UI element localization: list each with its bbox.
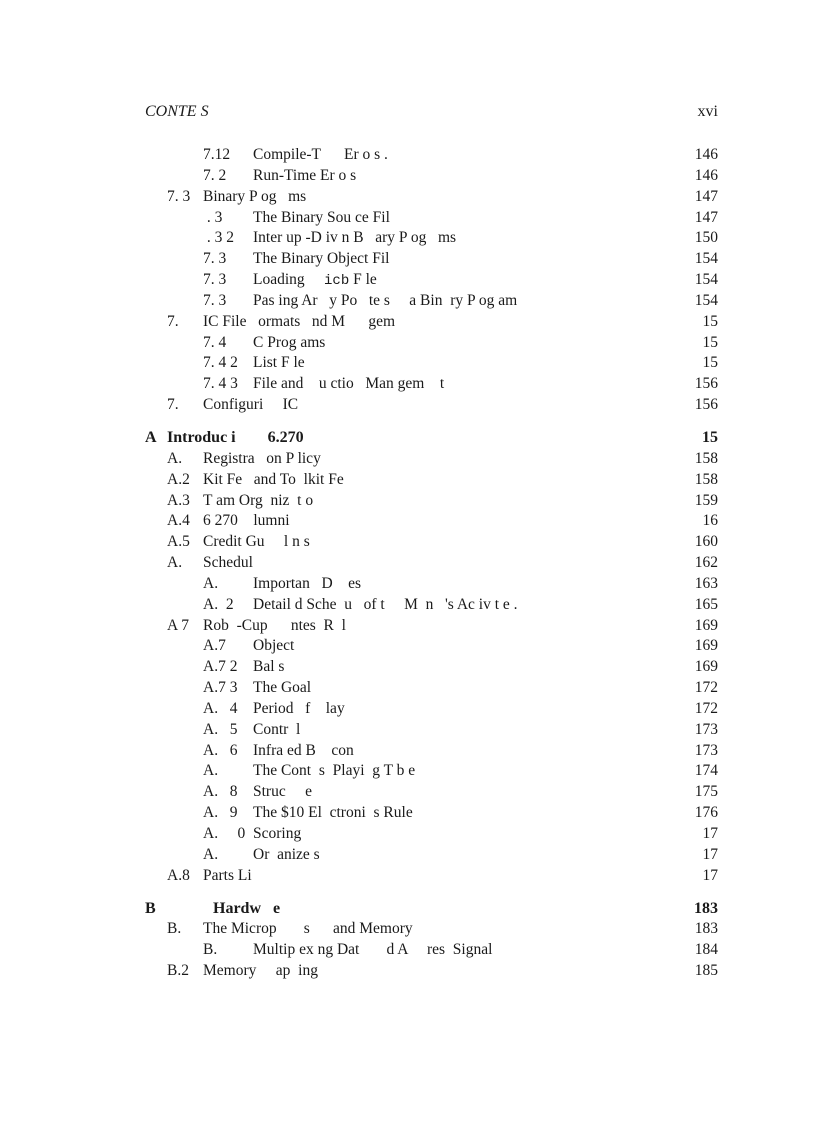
entry-title-wrap bbox=[203, 511, 290, 532]
toc-section-entry bbox=[0, 491, 816, 512]
toc-subsection-entry bbox=[0, 145, 816, 166]
entry-number: 7. 3 bbox=[203, 291, 227, 309]
entry-title: Binary P og ms bbox=[203, 187, 307, 205]
entry-page-number: 156 bbox=[694, 396, 718, 414]
toc-subsection-entry bbox=[0, 741, 816, 762]
entry-page-number: 183 bbox=[694, 920, 718, 938]
toc-subsection-entry bbox=[0, 940, 816, 961]
entry-number: 7. 3 bbox=[167, 187, 191, 205]
toc-subsection-entry bbox=[0, 249, 816, 270]
entry-title-wrap bbox=[253, 824, 301, 845]
toc-subsection-entry bbox=[0, 574, 816, 595]
entry-number: 7. 3 bbox=[203, 271, 227, 289]
chapter-number: A bbox=[145, 428, 157, 446]
entry-title: IC File ormats nd M gem bbox=[203, 312, 396, 330]
entry-title-wrap bbox=[253, 720, 300, 741]
entry-title: Importan D es bbox=[253, 574, 362, 592]
entry-title-wrap bbox=[203, 919, 413, 940]
entry-title: The Microp s and Memory bbox=[203, 920, 413, 938]
entry-number: A. 0 bbox=[203, 825, 246, 842]
entry-number: 7. 2 bbox=[203, 166, 227, 184]
entry-number: A. bbox=[203, 845, 219, 863]
entry-title: Detail d Sche u of t M n 's Ac iv t e . bbox=[253, 595, 518, 613]
entry-page-number: 154 bbox=[694, 250, 718, 268]
toc-subsection-entry bbox=[0, 270, 816, 291]
toc-section-entry bbox=[0, 395, 816, 416]
entry-title-wrap bbox=[253, 574, 361, 595]
entry-page-number: 154 bbox=[694, 291, 718, 309]
entry-title: The Binary Object Fil bbox=[253, 250, 390, 268]
entry-title-wrap bbox=[253, 940, 492, 961]
entry-page-number: 169 bbox=[694, 637, 718, 655]
toc-subsection-entry bbox=[0, 374, 816, 395]
entry-title-wrap bbox=[203, 616, 346, 637]
entry-page-number: 17 bbox=[702, 866, 718, 884]
entry-title: Period f lay bbox=[253, 699, 345, 717]
entry-number: . 3 bbox=[203, 208, 223, 226]
entry-title-wrap bbox=[203, 532, 310, 553]
entry-title-wrap bbox=[203, 553, 253, 574]
entry-title-wrap bbox=[253, 803, 413, 824]
toc-subsection-entry bbox=[0, 824, 816, 845]
entry-title: Registra on P licy bbox=[203, 449, 321, 467]
entry-title: Parts Li bbox=[203, 866, 252, 884]
chapter-number: B bbox=[145, 899, 156, 917]
chapter-title: Hardw e bbox=[213, 899, 281, 917]
entry-page-number: 169 bbox=[694, 658, 718, 676]
entry-title-wrap bbox=[253, 782, 312, 803]
entry-page-number: 185 bbox=[694, 962, 718, 980]
entry-title: Kit Fe and To lkit Fe bbox=[203, 470, 344, 488]
entry-title: List F le bbox=[253, 354, 305, 372]
entry-number: A.5 bbox=[167, 533, 190, 551]
entry-title-wrap bbox=[253, 595, 518, 616]
entry-code: icb bbox=[324, 273, 350, 290]
toc-subsection-entry bbox=[0, 636, 816, 657]
toc-subsection-entry bbox=[0, 761, 816, 782]
entry-number: A. 6 bbox=[203, 741, 238, 759]
entry-title-wrap bbox=[203, 187, 306, 208]
entry-number: B.2 bbox=[167, 962, 189, 980]
entry-title-wrap bbox=[253, 741, 354, 762]
chapter-heading bbox=[0, 899, 816, 920]
entry-title: The $10 El ctroni s Rule bbox=[253, 804, 413, 822]
toc-subsection-entry bbox=[0, 166, 816, 187]
entry-title: Pas ing Ar y Po te s a Bin ry P og am bbox=[253, 291, 518, 309]
toc-subsection-entry bbox=[0, 699, 816, 720]
entry-page-number: 176 bbox=[694, 804, 718, 822]
entry-title-wrap bbox=[203, 866, 252, 887]
toc-subsection-entry bbox=[0, 803, 816, 824]
entry-title-wrap bbox=[253, 249, 389, 270]
toc-section-entry bbox=[0, 511, 816, 532]
toc-subsection-entry bbox=[0, 845, 816, 866]
entry-number: B. bbox=[167, 920, 182, 938]
entry-title-wrap bbox=[253, 374, 444, 395]
entry-number: A. bbox=[167, 449, 183, 467]
entry-title: Rob -Cup ntes R l bbox=[203, 616, 346, 634]
toc-section-entry bbox=[0, 532, 816, 553]
toc-section-entry bbox=[0, 866, 816, 887]
toc-subsection-entry bbox=[0, 657, 816, 678]
entry-number: 7. 4 bbox=[203, 333, 227, 351]
chapter-heading bbox=[0, 428, 816, 449]
chapter-title: Introduc i 6.270 bbox=[167, 428, 304, 446]
entry-page-number: 15 bbox=[702, 333, 718, 351]
entry-page-number: 154 bbox=[694, 271, 718, 289]
entry-number: . 3 2 bbox=[203, 229, 234, 247]
entry-title: Compile-T Er o s . bbox=[253, 146, 388, 163]
entry-page-number: 184 bbox=[694, 941, 718, 959]
entry-title: Schedul bbox=[203, 554, 253, 572]
entry-page-number: 147 bbox=[694, 208, 718, 226]
entry-title: Struc e bbox=[253, 783, 312, 801]
running-head bbox=[145, 103, 718, 127]
toc-subsection-entry bbox=[0, 720, 816, 741]
entry-page-number: 165 bbox=[694, 595, 718, 613]
entry-title: Infra ed B con bbox=[253, 741, 354, 759]
toc-section-entry bbox=[0, 470, 816, 491]
entry-page-number: 174 bbox=[694, 762, 718, 780]
entry-title-wrap bbox=[253, 270, 377, 292]
entry-page-number: 156 bbox=[694, 375, 718, 393]
entry-page-number: 15 bbox=[702, 354, 718, 372]
entry-number: 7. 3 bbox=[203, 250, 227, 268]
entry-number: A. bbox=[203, 574, 219, 592]
entry-title: Memory ap ing bbox=[203, 962, 318, 980]
chapter-page-number: 183 bbox=[694, 899, 718, 917]
entry-title: T am Org niz t o bbox=[203, 491, 314, 509]
entry-number: A. 8 bbox=[203, 783, 238, 801]
entry-title-wrap bbox=[253, 333, 325, 354]
entry-title: Scoring bbox=[253, 825, 302, 842]
entry-title: 6 270 lumni bbox=[203, 512, 290, 530]
entry-number: A.4 bbox=[167, 512, 190, 530]
toc-section-entry bbox=[0, 919, 816, 940]
entry-title: Or anize s bbox=[253, 845, 320, 863]
toc-section-entry bbox=[0, 312, 816, 333]
entry-page-number: 17 bbox=[702, 825, 718, 842]
section-gap bbox=[0, 887, 816, 899]
entry-title-wrap bbox=[203, 312, 395, 333]
entry-title: Object bbox=[253, 637, 295, 655]
entry-page-number: 146 bbox=[694, 166, 718, 184]
entry-page-number: 159 bbox=[694, 491, 718, 509]
entry-number: A.7 3 bbox=[203, 679, 238, 697]
toc-subsection-entry bbox=[0, 353, 816, 374]
entry-number: 7.12 bbox=[203, 146, 231, 163]
table-of-contents bbox=[0, 145, 816, 982]
entry-page-number: 173 bbox=[694, 720, 718, 738]
toc-section-entry bbox=[0, 187, 816, 208]
entry-page-number: 146 bbox=[694, 146, 718, 163]
entry-title: File and u ctio Man gem t bbox=[253, 375, 445, 393]
entry-number: A.7 2 bbox=[203, 658, 238, 676]
entry-title: Credit Gu l n s bbox=[203, 533, 310, 551]
entry-page-number: 15 bbox=[702, 312, 718, 330]
entry-title: The Binary Sou ce Fil bbox=[253, 208, 390, 226]
entry-title-wrap bbox=[253, 353, 305, 374]
entry-number: A. 9 bbox=[203, 804, 238, 822]
entry-title: C Prog ams bbox=[253, 333, 326, 351]
entry-title-wrap bbox=[203, 449, 321, 470]
entry-page-number: 158 bbox=[694, 470, 718, 488]
toc-subsection-entry bbox=[0, 291, 816, 312]
entry-title-wrap bbox=[253, 208, 390, 229]
entry-title: Inter up -D iv n B ary P og ms bbox=[253, 229, 457, 247]
chapter-page-number: 15 bbox=[702, 428, 718, 446]
entry-number: B. bbox=[203, 941, 218, 959]
entry-title-wrap bbox=[253, 761, 415, 782]
entry-number: A.8 bbox=[167, 866, 190, 884]
entry-number: A.3 bbox=[167, 491, 190, 509]
entry-title: Contr l bbox=[253, 720, 301, 738]
toc-section-entry bbox=[0, 553, 816, 574]
entry-number: 7. bbox=[167, 312, 179, 330]
entry-title: Configuri IC bbox=[203, 396, 299, 414]
entry-page-number: 162 bbox=[694, 554, 718, 572]
entry-page-number: 158 bbox=[694, 449, 718, 467]
entry-page-number: 169 bbox=[694, 616, 718, 634]
entry-page-number: 172 bbox=[694, 679, 718, 697]
toc-subsection-entry bbox=[0, 208, 816, 229]
entry-page-number: 16 bbox=[702, 512, 718, 530]
entry-title-wrap bbox=[203, 961, 318, 982]
entry-title-wrap bbox=[253, 166, 356, 187]
entry-number: 7. bbox=[167, 396, 179, 414]
entry-title: Run-Time Er o s bbox=[253, 166, 357, 184]
toc-subsection-entry bbox=[0, 678, 816, 699]
entry-title: Loading bbox=[253, 271, 325, 289]
entry-title-wrap bbox=[203, 470, 344, 491]
entry-page-number: 150 bbox=[694, 229, 718, 247]
running-head-page-number: xvi bbox=[697, 103, 718, 120]
entry-title: The Cont s Playi g T b e bbox=[253, 762, 416, 780]
entry-title-wrap bbox=[253, 145, 388, 166]
entry-title-wrap bbox=[253, 657, 284, 678]
entry-title: The Goal bbox=[253, 679, 312, 697]
entry-number: A 7 bbox=[167, 616, 189, 634]
entry-page-number: 147 bbox=[694, 187, 718, 205]
entry-number: A. 5 bbox=[203, 720, 238, 738]
entry-number: A. 2 bbox=[203, 595, 234, 613]
entry-page-number: 17 bbox=[702, 845, 718, 863]
entry-page-number: 173 bbox=[694, 741, 718, 759]
toc-subsection-entry bbox=[0, 782, 816, 803]
entry-title-wrap bbox=[253, 291, 517, 312]
entry-title-wrap bbox=[203, 491, 313, 512]
entry-number: A. 4 bbox=[203, 699, 238, 717]
entry-number: 7. 4 2 bbox=[203, 354, 238, 372]
toc-section-entry bbox=[0, 449, 816, 470]
entry-number: A. bbox=[203, 762, 219, 780]
entry-number: A.7 bbox=[203, 637, 226, 655]
entry-title-wrap bbox=[253, 678, 311, 699]
toc-section-entry bbox=[0, 961, 816, 982]
toc-subsection-entry bbox=[0, 333, 816, 354]
entry-page-number: 163 bbox=[694, 574, 718, 592]
entry-page-number: 175 bbox=[694, 783, 718, 801]
entry-title: Bal s bbox=[253, 658, 285, 676]
entry-title-after: F le bbox=[349, 271, 377, 289]
entry-title-wrap bbox=[253, 636, 294, 657]
entry-title-wrap bbox=[253, 845, 320, 866]
entry-title: Multip ex ng Dat d A res Signal bbox=[253, 941, 493, 959]
entry-number: A.2 bbox=[167, 470, 190, 488]
toc-subsection-entry bbox=[0, 228, 816, 249]
entry-page-number: 160 bbox=[694, 533, 718, 551]
entry-page-number: 172 bbox=[694, 699, 718, 717]
entry-title-wrap bbox=[253, 699, 345, 720]
running-head-title: CONTE S bbox=[145, 103, 209, 120]
entry-number: 7. 4 3 bbox=[203, 375, 238, 393]
section-gap bbox=[0, 416, 816, 428]
toc-subsection-entry bbox=[0, 595, 816, 616]
toc-section-entry bbox=[0, 616, 816, 637]
entry-title-wrap bbox=[203, 395, 298, 416]
entry-number: A. bbox=[167, 554, 183, 572]
entry-title-wrap bbox=[253, 228, 456, 249]
